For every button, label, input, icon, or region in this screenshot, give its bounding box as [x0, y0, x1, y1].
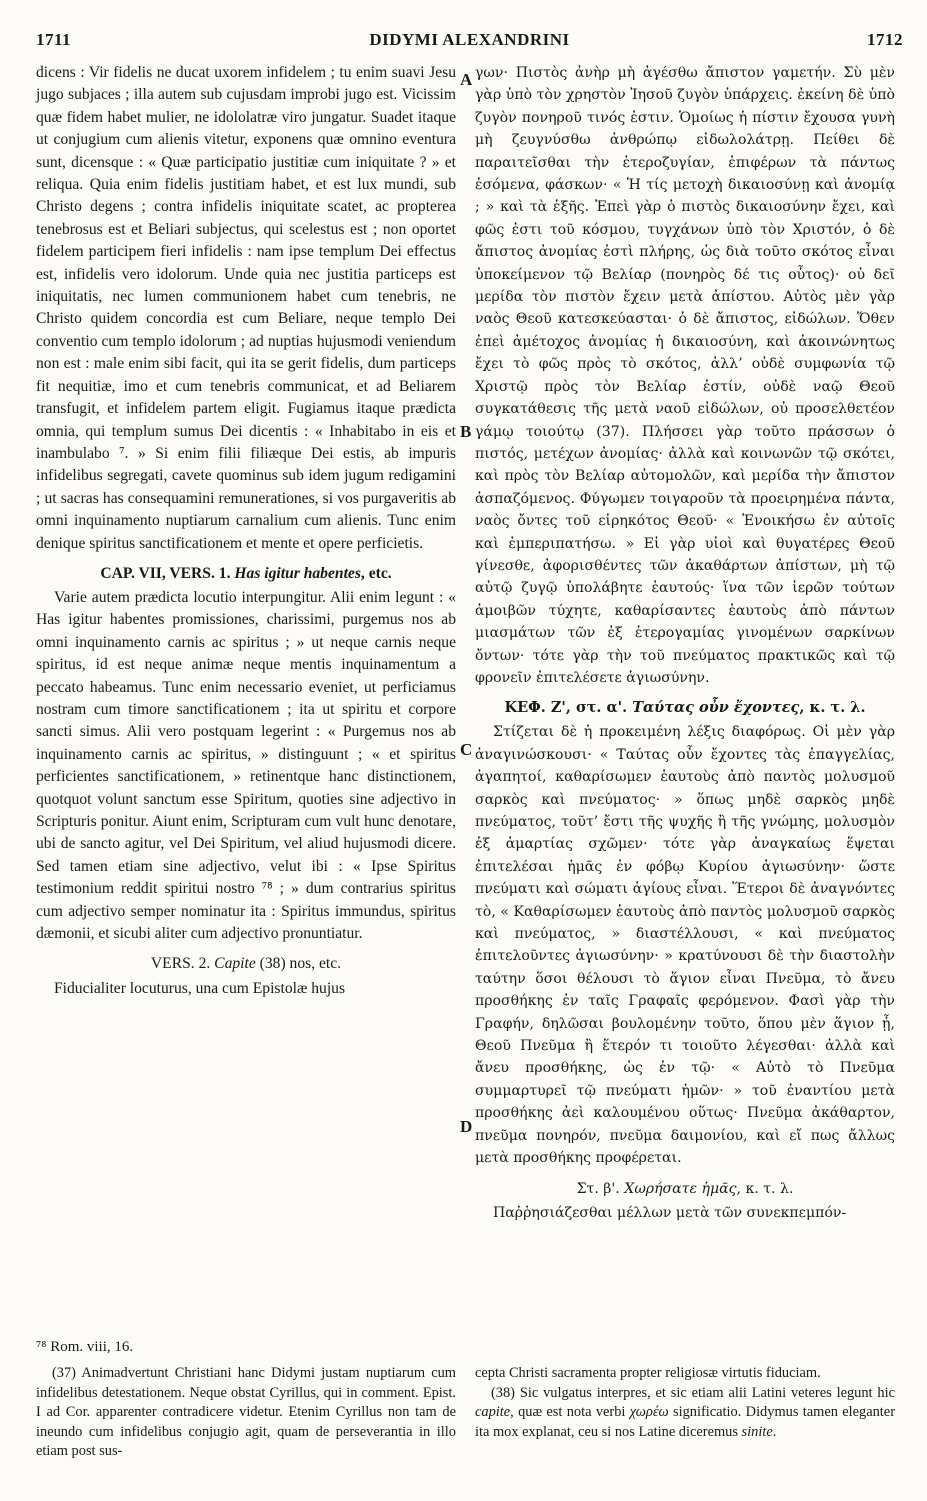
cap-suffix: , etc.	[360, 564, 392, 582]
greek-paragraph-2: Στίζεται δὲ ἡ προκειμένη λέξις διαφόρως. Οἱ μὲν γὰρ ἀναγινώσκουσι· « Ταύτας οὖν ἔχοντες τὰς ἐπαγγελίας, ἀγαπητοί, καθαρίσωμεν ἑαυτοὺς ἀπὸ παντὸς μολυσμοῦ σαρκὸς καὶ πνεύματος· » ὅπως μηδὲ σαρκὸς μηδὲ πνεύματος, τοῦτ’ ἔστι τῆς ψυχῆς ἢ τῆς γνώμης, μολυσμὸν ἐξ ἁμαρτίας σχῶμεν· τότε γὰρ ἀναγκαίως ἕψεται ἐπιτελέσαι ἡμᾶς ἐν φόβῳ Κυρίου ἁγιωσύνην· ὥστε πνεύματι καὶ σώματι ἁγίους εἶναι. Ἕτεροι δὲ ἀναγνόντες τὸ, « Καθαρίσωμεν ἑαυτοὺς ἀπὸ παντὸς μολυσμοῦ σαρκὸς καὶ πνεύματος, » διαστέλλουσι, « καὶ πνεύματος ἐπιτελοῦντες ἁγιωσύνην· » κρατύνουσι δὲ τὴν διαστολὴν ταύτην ὅσοι θέλουσι τὸ ἅγιον εἶναι Πνεῦμα, τὸ ἄνευ προσθήκης ἐν ταῖς Γραφαῖς φερόμενον. Φασὶ γὰρ τὴν Γραφήν, δηλῶσαι βουλομένην τοῦτο, ὅπου μὲν ἅγιον ᾖ, Θεοῦ Πνεῦμα ἢ ἕτερόν τι τοιοῦτο λέγεσθαι· ἀλλὰ καὶ ἄνευ προσθήκης, ὡς ἐν τῷ· « Αὐτὸ τὸ Πνεῦμα συμμαρτυρεῖ τῷ πνεύματι ἡμῶν· » τοῦ ἐναντίου μετὰ προσθήκης ἀεὶ καλουμένου οὕτως· Πνεῦμα ἀκάθαρτον, πνεῦμα πονηρόν, πνεῦμα δαιμονίου, καὶ εἴ πως ἄλλως μετὰ προσθήκης προφέρεται.	[475, 724, 895, 1167]
st-suffix: , κ. τ. λ.	[736, 1180, 794, 1197]
latin-paragraph-2: Varie autem prædicta locutio interpungitur. Alii enim legunt : « Has igitur habentes promissiones, charissimi, purgemus nos ab omni inquinamento carnis ac spiritus ; » ut neque carnis neque spiritus, id est neque animæ neque mentis inquinamentum a peccato habeamus. Tunc enim necessario eveniet, ut perficiamus nostram cum timore sanctificationem ; ita ut spiritu et corpore sancti simus. Alii vero postquam legerint : « Purgemus nos ab inquinamento carnis ac spiritus, » distinguunt ; « et spiritus perficientes sanctificationem, » retinentque hanc distinctionem, quotquot volunt sanctum esse Spiritum, quoties sine adjectivo in Scripturis ponitur. Aiunt enim, Scripturam cum vult hunc denotare, ubi de sancto agitur, vel Dei Spiritum, vel aliud hujusmodi dicere. Sed tamen etiam sine adjectivo, velut ibi : « Ipse Spiritus testimonium reddit spiritui nostro ⁷⁸ ; » dum contrarius spiritus cum adjectivo semper nominatur ita : Spiritus immundus, spiritus dæmonii, et sicubi aliter cum adjectivo pronuntiatur.	[36, 588, 456, 943]
fn38-part-1: (38) Sic vulgatus interpres, et sic etiam alii Latini veteres legunt hic	[491, 1384, 895, 1401]
st-italic: Χωρήσατε ἡμᾶς	[624, 1180, 737, 1197]
latin-column	[36, 62, 456, 1000]
vers-suffix: (38) nos, etc.	[255, 955, 342, 973]
fn38-end: .	[772, 1423, 777, 1440]
vers-italic: Capite	[214, 955, 256, 973]
kef-italic: Ταύτας οὖν ἔχοντες	[632, 699, 800, 717]
fn38-italic-capite: capite	[475, 1404, 511, 1420]
latin-chapter-heading	[36, 555, 456, 587]
greek-chapter-heading	[475, 689, 895, 721]
running-title: DIDYMI ALEXANDRINI	[369, 30, 570, 49]
latin-paragraph-1: dicens : Vir fidelis ne ducat uxorem infidelem ; tu enim suavi Jesu jugo subjaces ; illa autem sub cujusdam improbi jugo est. Vicissim quæ fidem habet mulier, ne idololatræ viro jungatur. Suadet itaque ut conjugium cum alienis vitetur, exponens quæ omnino eventura sunt, dicensque : « Quæ participatio justitiæ cum iniquitate ? » et reliqua. Quia enim fidelis justitiam habet, et est lux mundi, sub Christo degens ; contra infidelis iniquitate scatet, ac propterea tenebrosus est et Beliari subjectus, qui scelestus est ; non oportet fidelem participem fieri infidelis : nam ipse templum Dei effectus est, infidelis vero idolorum. Unde quia nec justitia particeps est iniquitatis, nec lumen communionem habet cum tenebris, ne Christo quidem concordia est cum Beliare, neque templo Dei conventio cum templo idolorum ; ad nuptias hujusmodi veniendum non est : male enim sibi facit, qui ita se gerit fidelis, dum particeps fit nequitiæ, imo et cum tenebris communicat, et ad Beliarem transfugit, et infidelem partem eligit. Fugiamus itaque prædicta omnia, qui templum sumus Dei dicentis : « Inhabitabo in eis et inambulabo ⁷. » Si enim filii filiæque Dei estis, ab impuris infidelibus segregati, cavete quominus sub idem jugum redigamini ; ut sacras has consequamini remunerationes, si vos purgaveritis ab omni inquinamento nuptiarum carnalium cum alienis. Tunc enim denique spiritus sanctificationem et mente et opere perficietis.	[36, 64, 456, 552]
greek-verse-heading	[475, 1178, 895, 1200]
margin-letter-d: D	[460, 1117, 473, 1136]
greek-column	[475, 62, 895, 1224]
scripture-reference-note	[36, 1338, 456, 1358]
latin-paragraph-3: Fiducialiter locuturus, una cum Epistolæ hujus	[54, 979, 346, 997]
footnotes-right	[475, 1364, 895, 1442]
greek-paragraph-1: γων· Πιστὸς ἀνὴρ μὴ ἀγέσθω ἄπιστον γαμετήν. Σὺ μὲν γὰρ ὑπὸ τὸν χρηστὸν Ἰησοῦ ζυγὸν ὑπάρχεις. ἐκείνη δὲ ὑπὸ ζυγὸν πονηροῦ τινός ἐστιν. Ὁμοίως ἡ πίστιν ἔχουσα γυνὴ μὴ ζευγνύσθω ἀνθρώπῳ εἰδωλολάτρῃ. Πείθει δὲ παραιτεῖσθαι τὴν ἑτεροζυγίαν, ἐπιφέρων τὰ πάντως ἐσόμενα, φάσκων· « Ἡ τίς μετοχὴ δικαιοσύνῃ καὶ ἀνομίᾳ ; » καὶ τὰ ἑξῆς. Ἐπεὶ γὰρ ὁ πιστὸς δικαιοσύνην ἔχει, καὶ φῶς ἐστι τοῦ κόσμου, τυγχάνων ὑπὸ τὸν Χριστόν, ὁ δὲ ἄπιστος ἀνομίας ἐστὶ πλήρης, ὡς διὰ τοῦτο σκότος εἶναι ὑποκείμενον τῷ Βελίαρ (πονηρὸς δέ τις οὗτος)· οὐ δεῖ μερίδα τὸν πιστὸν ἔχειν μετὰ ἀπίστου. Αὐτὸς μὲν γὰρ ναὸς Θεοῦ κατεσκεύασται· ὁ δὲ ἄπιστος, εἰδώλων. Ὅθεν ἐπεὶ ἀμέτοχος ἀνομίας ἡ δικαιοσύνη, καὶ ἀκοινώνητως ἔχει τὸ φῶς πρὸς τὸ σκότος, ἀλλ’ οὐδὲ συμφωνία τῷ Χριστῷ πρὸς τὸν Βελίαρ ἐστίν, οὐδὲ ναῷ Θεοῦ συγκατάθεσις τῆς μετὰ ναοῦ εἰδώλων, οὐ προσελθετέον γάμῳ τοιούτῳ (37). Πλήσσει γὰρ τοῦτο πράσσων ὁ πιστός, μετέχων ἀνομίας· ἀλλὰ καὶ κοινωνῶν τῷ σκότει, καὶ πρὸς τὸν Βελίαρ αὐτομολῶν, καὶ μερίδα τὴν ἄπιστον ἀσπαζόμενος. Φύγωμεν τοιγαροῦν τὰ προειρημένα πάντα, ναὸς ὄντες τοῦ εἰρηκότος Θεοῦ· « Ἐνοικήσω ἐν αὐτοῖς καὶ ἐμπεριπατήσω. » Εἰ γὰρ υἱοὶ καὶ θυγατέρες Θεοῦ γίνεσθε, ἀφορισθέντες τῶν ἀκαθάρτων ἀπίστων, μὴ τῷ αὐτῷ ζυγῷ ὑπολάβητε ἑαυτούς· ἵνα τῶν ἱερῶν τούτων ἀμοιβῶν τύχητε, καθαρίσαντες ἑαυτοὺς ἀπὸ πάντων μιασμάτων τῶν ἐξ ἑτερογαμίας γινομένων σαρκίνων ὄντων· τότε γὰρ τὴν τοῦ πνεύματος πρακτικῶς καὶ τῷ φρονεῖν ἐπιτελέσετε ἁγιωσύνην.	[475, 65, 895, 686]
margin-letter-b: B	[460, 422, 472, 441]
latin-verse-heading	[36, 953, 456, 975]
kef-suffix: , κ. τ. λ.	[799, 699, 866, 717]
scripture-ref: ⁷⁸ Rom. viii, 16.	[36, 1339, 134, 1355]
cap-prefix: CAP. VII, VERS. 1.	[100, 564, 231, 582]
st-prefix: Στ. β'.	[576, 1180, 620, 1197]
fn38-italic-sinite: sinite	[741, 1423, 773, 1440]
greek-paragraph-3: Παῤῥησιάζεσθαι μέλλων μετὰ τῶν συνεκπεμπόν-	[493, 1204, 847, 1221]
footnote-37-continued: cepta Christi sacramenta propter religiosæ virtutis fiduciam.	[475, 1365, 821, 1381]
footnote-38	[475, 1384, 895, 1443]
fn38-part-2: , quæ est nota verbi	[510, 1404, 630, 1420]
vers-prefix: VERS. 2.	[150, 955, 211, 973]
running-header	[36, 30, 903, 56]
margin-letter-a: A	[460, 70, 473, 89]
kef-prefix: ΚΕΦ. Ζ', στ. α'.	[504, 699, 628, 717]
page-number-left: 1711	[36, 30, 72, 49]
cap-italic: Has igitur habentes	[234, 564, 361, 582]
page-number-right: 1712	[867, 30, 903, 49]
margin-letter-c: C	[460, 740, 473, 759]
fn38-greek-word: χωρέω	[629, 1404, 669, 1420]
footnote-37: (37) Animadvertunt Christiani hanc Didymi justam nuptiarum cum infidelibus detestationem. Neque obstat Cyrillus, qui in comment. Epist. I ad Cor. apparenter contradicere videtur. Etenim Cyrillus non tam de ineundo cum infidelibus conjugio agit, quam de perseverantia in illo etiam post sus-	[36, 1365, 456, 1459]
footnotes-left	[36, 1364, 456, 1462]
fn38-part-3: significatio. Didymus tamen eleganter ita mox explanat, ceu si nos Latine diceremus	[475, 1404, 895, 1440]
